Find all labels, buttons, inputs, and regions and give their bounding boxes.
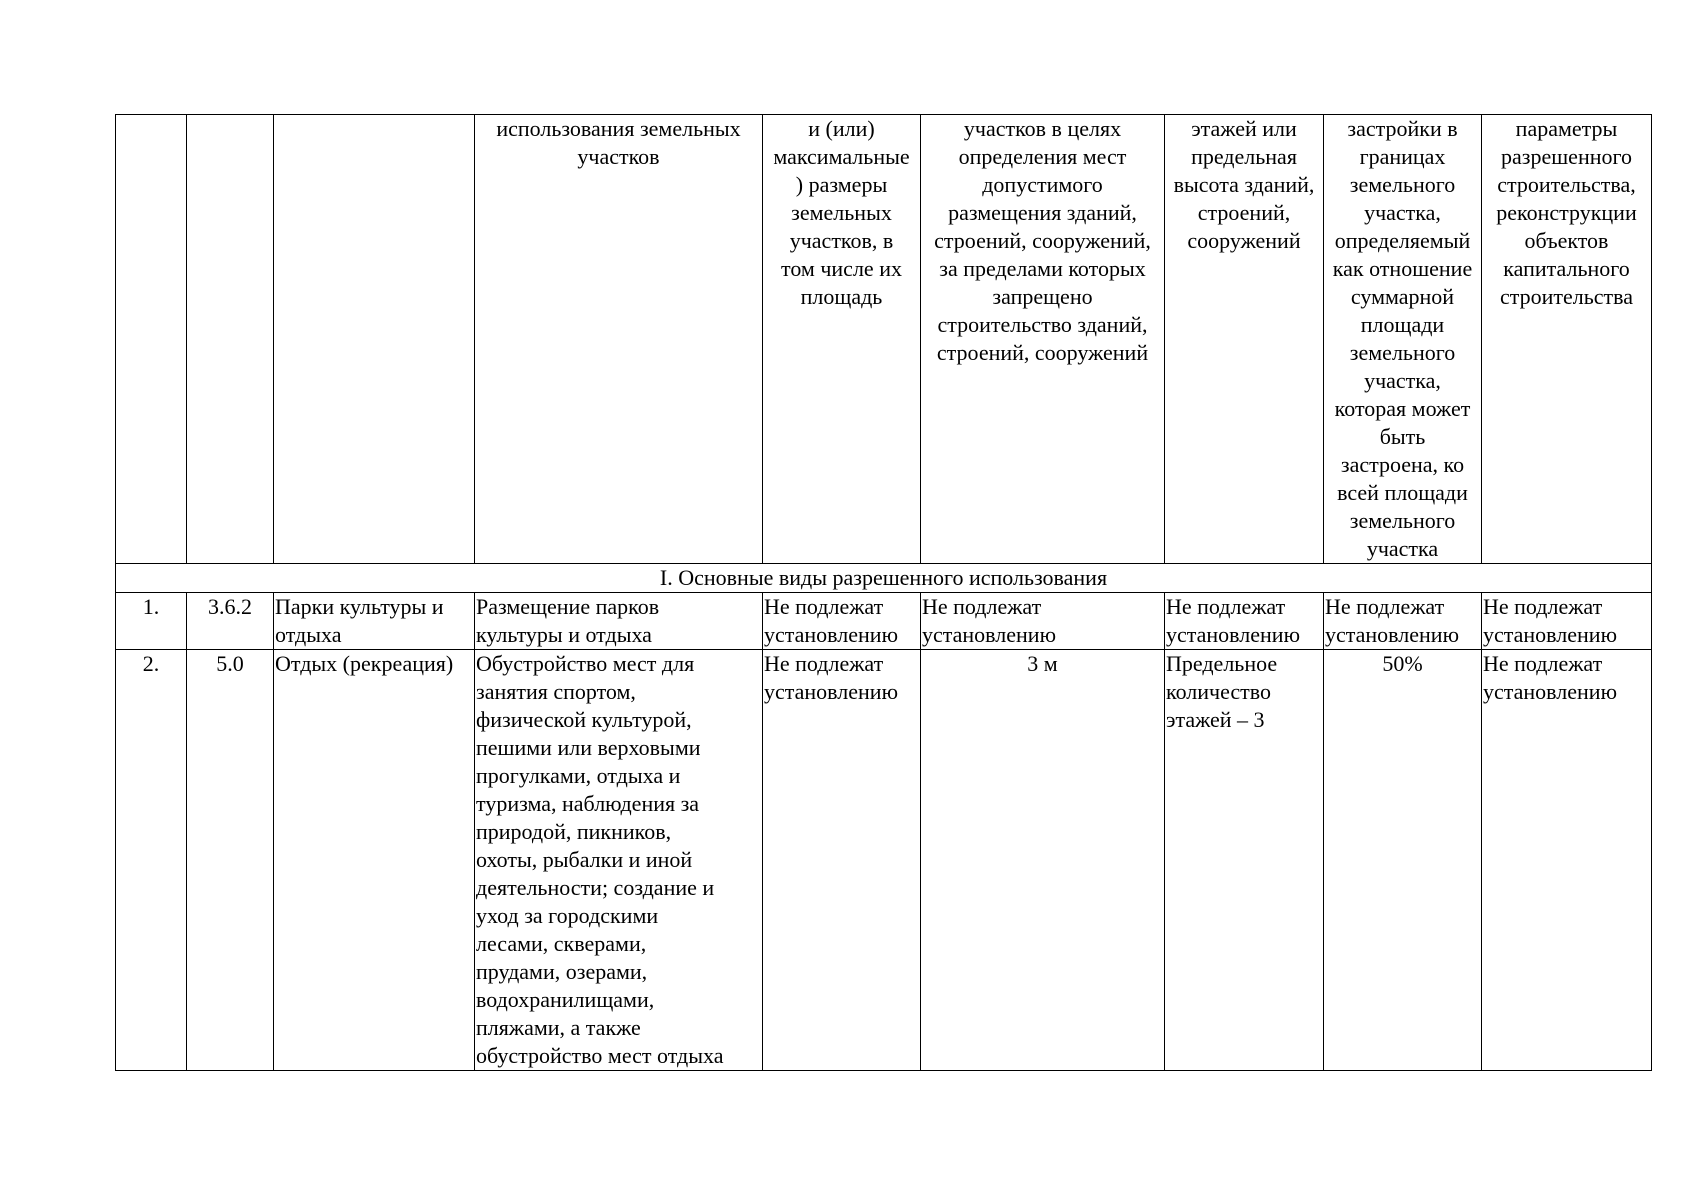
text-line: Не подлежат: [1166, 594, 1286, 619]
text-line: земельного: [1349, 172, 1456, 197]
text-line: прогулками, отдыха и: [476, 763, 681, 788]
text-line: водохранилищами,: [476, 987, 655, 1012]
text-line: всей площади: [1337, 480, 1468, 505]
text-line: земельного: [1349, 340, 1456, 365]
text-line: строений,: [1197, 200, 1291, 225]
text-line: установлению: [764, 622, 899, 647]
text-line: этажей или: [1191, 116, 1297, 141]
text-line: Не подлежат: [1483, 594, 1603, 619]
text-line: установлению: [1483, 622, 1618, 647]
text-line: строений, сооружений: [936, 340, 1149, 365]
row-other-params: [1482, 650, 1652, 1071]
text-line: деятельности; создание и: [476, 875, 715, 900]
text-line: участков, в: [789, 228, 894, 253]
text-line: строительства: [1499, 284, 1634, 309]
text-line: занятия спортом,: [476, 679, 636, 704]
text-line: отдыха: [275, 622, 342, 647]
row-description: [475, 593, 763, 650]
text-line: Обустройство мест для: [476, 651, 695, 676]
text-line: предельная: [1191, 144, 1297, 169]
text-line: этажей – 3: [1166, 707, 1265, 732]
text-line: пешими или верховыми: [476, 735, 701, 760]
header-cell-num: [116, 115, 187, 564]
text-line: границах: [1359, 144, 1446, 169]
text-line: застроена, ко: [1340, 452, 1465, 477]
row-name: [274, 650, 475, 1071]
text-line: Парки культуры и: [275, 594, 444, 619]
text-line: природой, пикников,: [476, 819, 672, 844]
header-row: [116, 115, 1652, 564]
text-line: как отношение: [1332, 256, 1473, 281]
text-line: Не подлежат: [1325, 594, 1445, 619]
text-line: установлению: [1166, 622, 1301, 647]
text-line: 50%: [1382, 651, 1423, 676]
row-number: 1.: [116, 593, 187, 650]
header-cell-plot-size: [763, 115, 921, 564]
text-line: строительство зданий,: [937, 312, 1148, 337]
section-row: [116, 564, 1652, 593]
text-line: которая может: [1334, 396, 1471, 421]
text-line: земельного: [1349, 508, 1456, 533]
text-line: быть: [1379, 424, 1426, 449]
table-row: [116, 650, 1652, 1071]
text-line: том числе их: [781, 256, 902, 281]
text-line: установлению: [1483, 679, 1618, 704]
header-cell-usage: [475, 115, 763, 564]
text-line: площадь: [800, 284, 883, 309]
text-line: Отдых (рекреация): [275, 651, 454, 676]
row-code: 5.0: [187, 650, 274, 1071]
text-line: определяемый: [1334, 228, 1471, 253]
header-cell-setback: [921, 115, 1165, 564]
row-plot-size: [763, 593, 921, 650]
row-setback: [921, 650, 1165, 1071]
text-line: ) размеры: [795, 172, 888, 197]
text-line: объектов: [1524, 228, 1609, 253]
text-line: туризма, наблюдения за: [476, 791, 700, 816]
text-line: использования земельных: [496, 116, 741, 141]
text-line: охоты, рыбалки и иной: [476, 847, 693, 872]
text-line: 3 м: [1027, 651, 1058, 676]
row-floors: [1165, 593, 1324, 650]
row-number: 2.: [116, 650, 187, 1071]
text-line: застройки в: [1347, 116, 1458, 141]
text-line: строительства,: [1497, 172, 1636, 197]
row-description: [475, 650, 763, 1071]
text-line: участка,: [1364, 200, 1441, 225]
text-line: определения мест: [958, 144, 1127, 169]
text-line: участков в целях: [963, 116, 1122, 141]
text-line: сооружений: [1187, 228, 1301, 253]
text-line: установлению: [1325, 622, 1460, 647]
text-line: культуры и отдыха: [476, 622, 652, 647]
header-cell-code: [187, 115, 274, 564]
text-line: строений, сооружений,: [934, 228, 1151, 253]
text-line: допустимого: [982, 172, 1103, 197]
row-name: [274, 593, 475, 650]
section-title: I. Основные виды разрешенного использования: [116, 564, 1652, 593]
text-line: Не подлежат: [764, 651, 884, 676]
text-line: установлению: [922, 622, 1057, 647]
row-other-params: [1482, 593, 1652, 650]
text-line: разрешенного: [1501, 144, 1632, 169]
text-line: высота зданий,: [1173, 172, 1315, 197]
text-line: параметры: [1515, 116, 1618, 141]
text-line: физической культурой,: [476, 707, 692, 732]
text-line: запрещено: [992, 284, 1093, 309]
header-cell-floors: [1165, 115, 1324, 564]
text-line: земельных: [791, 200, 892, 225]
row-code: 3.6.2: [187, 593, 274, 650]
row-setback: [921, 593, 1165, 650]
text-line: установлению: [764, 679, 899, 704]
text-line: лесами, скверами,: [476, 931, 647, 956]
text-line: участка,: [1364, 368, 1441, 393]
text-line: капитального: [1503, 256, 1630, 281]
header-cell-other-params: [1482, 115, 1652, 564]
row-coverage: [1324, 650, 1482, 1071]
text-line: участка: [1366, 536, 1439, 561]
header-cell-name: [274, 115, 475, 564]
text-line: максимальные: [773, 144, 910, 169]
text-line: и (или): [808, 116, 875, 141]
text-line: количество: [1166, 679, 1272, 704]
text-line: прудами, озерами,: [476, 959, 648, 984]
text-line: уход за городскими: [476, 903, 659, 928]
text-line: реконструкции: [1496, 200, 1637, 225]
row-floors: [1165, 650, 1324, 1071]
text-line: Не подлежат: [764, 594, 884, 619]
header-cell-coverage: [1324, 115, 1482, 564]
text-line: участков: [577, 144, 660, 169]
row-coverage: [1324, 593, 1482, 650]
text-line: Не подлежат: [922, 594, 1042, 619]
text-line: размещения зданий,: [948, 200, 1137, 225]
zoning-parameters-table: [115, 114, 1652, 1071]
table-row: [116, 593, 1652, 650]
text-line: суммарной: [1350, 284, 1455, 309]
text-line: обустройство мест отдыха: [476, 1043, 724, 1068]
text-line: Предельное: [1166, 651, 1278, 676]
text-line: пляжами, а также: [476, 1015, 641, 1040]
row-plot-size: [763, 650, 921, 1071]
text-line: Не подлежат: [1483, 651, 1603, 676]
text-line: за пределами которых: [939, 256, 1146, 281]
text-line: Размещение парков: [476, 594, 660, 619]
text-line: площади: [1360, 312, 1445, 337]
